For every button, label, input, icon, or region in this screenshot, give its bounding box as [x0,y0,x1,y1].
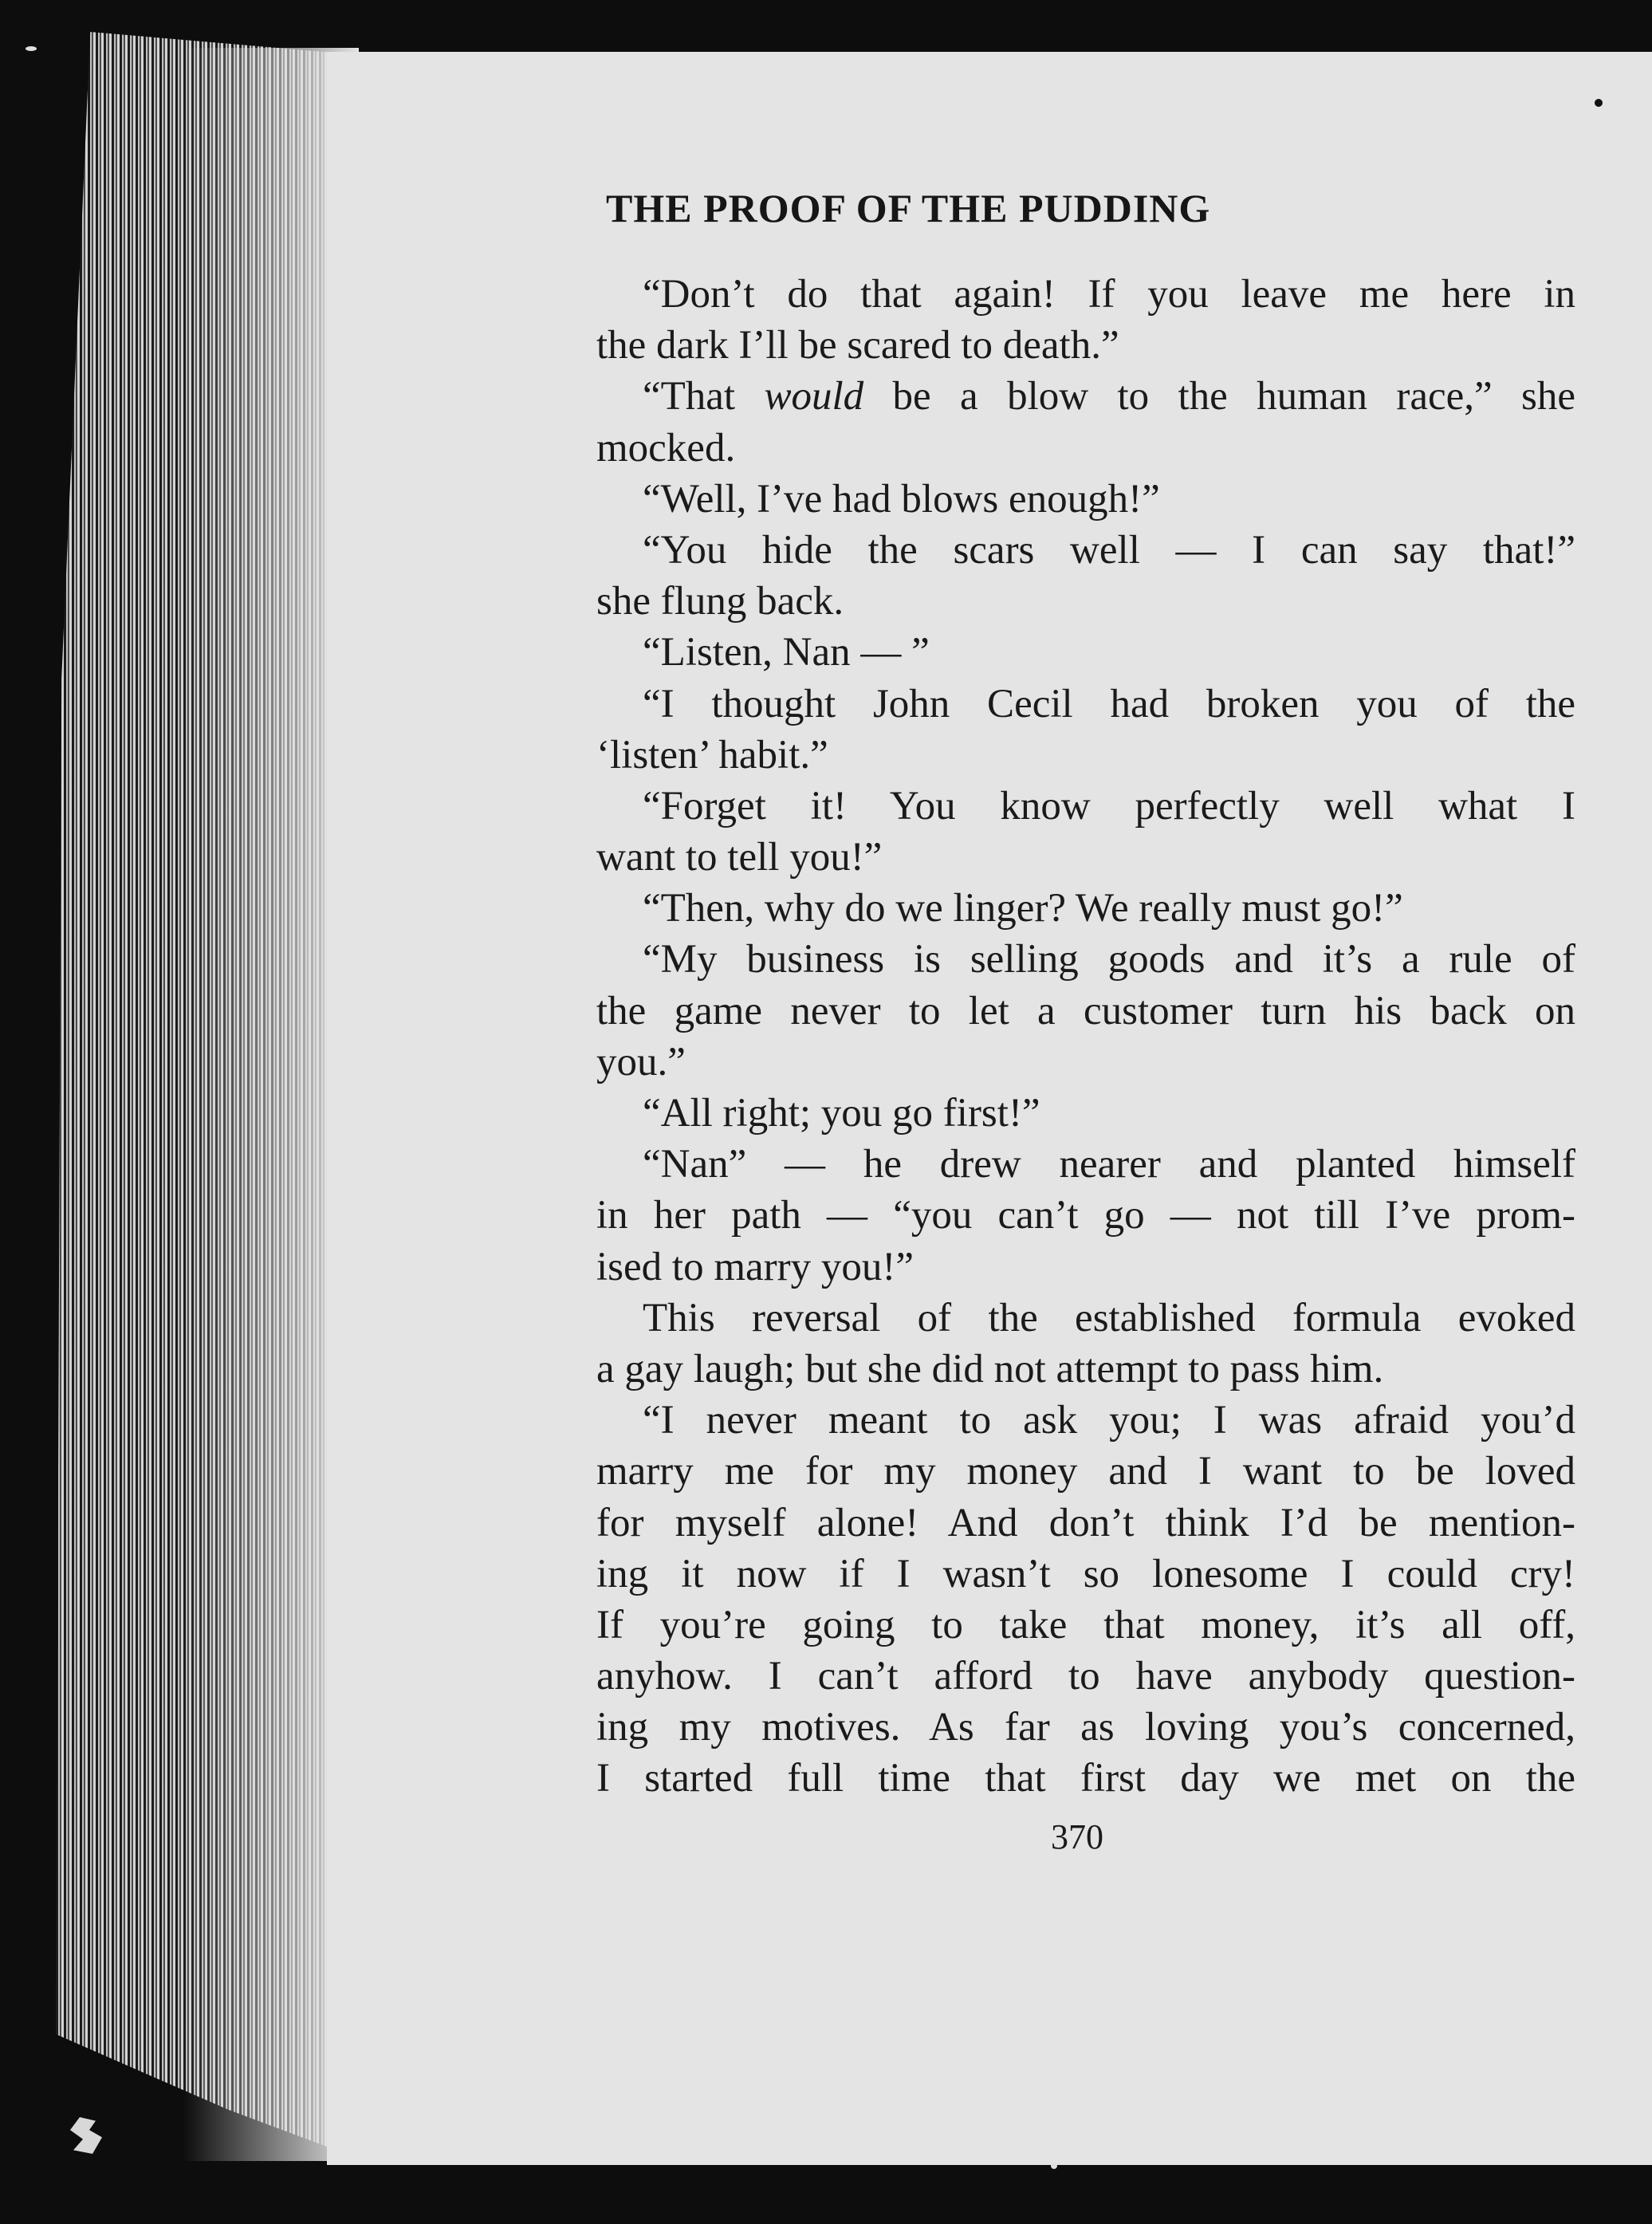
text-line: “Listen, Nan — ” [643,630,930,675]
text-line: “I never meant to ask you; I was afraid you’d [643,1398,1575,1443]
text-line: a gay laugh; but she did not attempt to pass him. [596,1346,1384,1391]
text-line: I started full time that first day we met on the [596,1756,1575,1801]
text-line: “Forget it! You know perfectly well what I [643,783,1575,829]
text-line-italic-would [596,371,1575,422]
dust-speck [1595,99,1603,107]
text-line: “Well, I’ve had blows enough!” [643,476,1160,522]
text-line: for myself alone! And don’t think I’d be mention- [596,1500,1575,1545]
scan-corner-mark [70,2117,102,2154]
text-line: “You hide the scars well — I can say that!” [643,527,1575,573]
body-text [596,269,1575,1805]
dust-speck [26,46,37,51]
text-line: “Then, why do we linger? We really must go!” [643,886,1403,931]
text-fragment: be a blow to the human race,” she [863,374,1575,419]
text-line: anyhow. I can’t afford to have anybody question- [596,1654,1575,1699]
text-line: in her path — “you can’t go — not till I’ve prom- [596,1193,1575,1238]
text-line: ing my motives. As far as loving you’s concerned, [596,1705,1575,1750]
text-line: “Don’t do that again! If you leave me here in [643,272,1575,317]
text-line: “Nan” — he drew nearer and planted himself [643,1142,1575,1187]
text-line: want to tell you!” [596,835,883,880]
page-gutter-shading [183,48,359,2161]
text-line: ised to marry you!” [596,1244,914,1289]
text-line: you.” [596,1039,686,1084]
text-line: marry me for my money and I want to be loved [596,1449,1575,1494]
text-line: ing it now if I wasn’t so lonesome I could cry! [596,1551,1575,1596]
text-line: the dark I’ll be scared to death.” [596,323,1119,368]
text-line: mocked. [596,425,736,470]
text-line: “I thought John Cecil had broken you of the [643,681,1575,726]
text-line: If you’re going to take that money, it’s all off, [596,1602,1575,1647]
page-number: 370 [1051,1817,1103,1856]
text-line: “My business is selling goods and it’s a rule of [643,937,1575,982]
running-head: THE PROOF OF THE PUDDING [606,186,1211,230]
text-fragment: “That [643,374,765,419]
text-line: the game never to let a customer turn his back on [596,988,1575,1033]
dust-speck [1051,2163,1057,2169]
text-line: This reversal of the established formula evoked [643,1295,1575,1340]
text-line: “All right; you go first!” [643,1091,1040,1136]
text-line: she flung back. [596,579,844,624]
emphasis-word: would [764,374,864,419]
text-line: ‘listen’ habit.” [596,732,828,777]
